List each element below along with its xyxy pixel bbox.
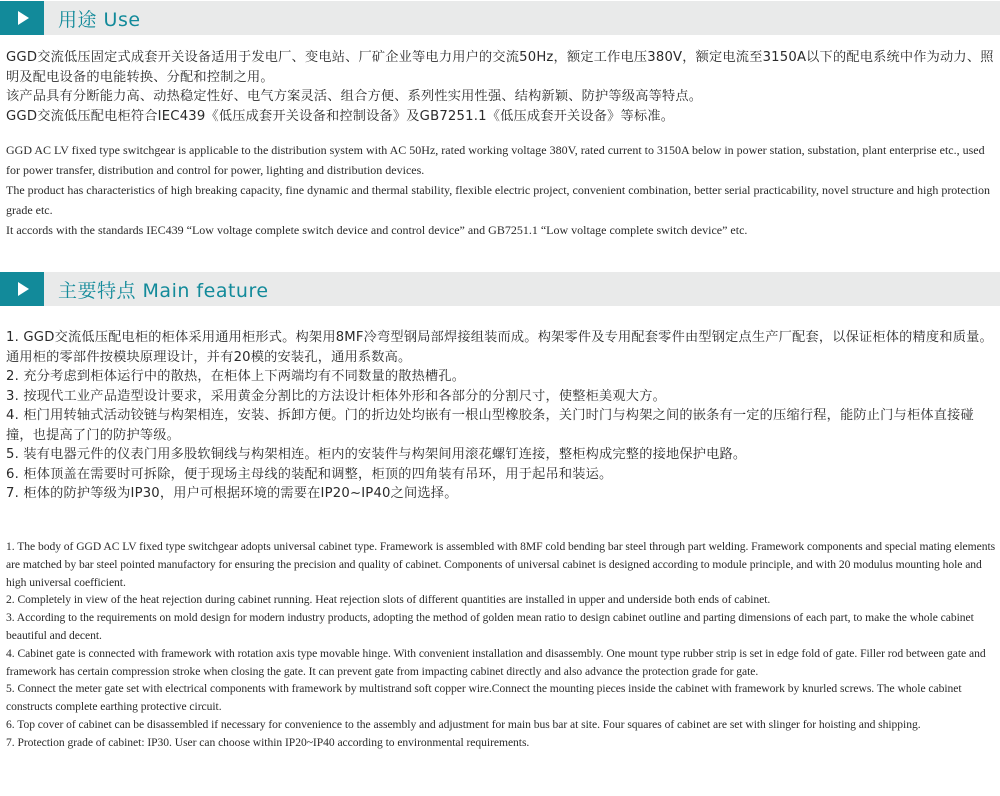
feature-en-item: 3. According to the requirements on mold design for modern industry products, adopting the method of golden mean ratio to design cabinet outline and parting dimensions of each part, to make the whole cabinet beautiful and decent.: [6, 611, 974, 642]
feature-en-item: 6. Top cover of cabinet can be disassembled if necessary for convenience to the assembly and adjustment for main bus bar at site. Four squares of cabinet are set with slinger for hoisting and shipping.: [6, 717, 921, 731]
use-en-paragraph: It accords with the standards IEC439 “Low voltage complete switch device and control device” and GB7251.1 “Low voltage complete switch device” etc.: [6, 223, 748, 237]
use-cn-text: [6, 48, 996, 126]
use-en-text: [6, 140, 996, 240]
use-section-header: [0, 1, 1000, 35]
feature-cn-list: [6, 328, 996, 504]
use-section-title: 用途 Use: [58, 8, 141, 31]
feature-en-item: 1. The body of GGD AC LV fixed type switchgear adopts universal cabinet type. Framework is assembled with 8MF cold bending bar steel through part welding. Framework components and special mating elements are matched by bar steel pointed manufactory for ensuring the precision and quality of cabinet. Components of universal cabinet is designed according to module principle, and with 20 modulus mounting hole and high universal coefficient.: [6, 540, 996, 589]
feature-cn-item: 3. 按现代工业产品造型设计要求，采用黄金分割比的方法设计柜体外形和各部分的分割尺寸，使整柜美观大方。: [6, 388, 666, 404]
play-arrow-icon: [0, 272, 44, 306]
feature-section-title: 主要特点 Main feature: [58, 279, 269, 302]
feature-en-list: [6, 538, 996, 752]
feature-en-item: 7. Protection grade of cabinet: IP30. User can choose within IP20~IP40 according to environmental requirements.: [6, 735, 530, 749]
use-cn-paragraph: 该产品具有分断能力高、动热稳定性好、电气方案灵活、组合方便、系列性实用性强、结构新颖、防护等级高等特点。: [6, 89, 703, 104]
feature-en-item: 5. Connect the meter gate set with electrical components with framework by multistrand soft copper wire.Connect the mounting pieces inside the cabinet with framework by knurled screws. The whole cabinet constructs complete earthing protective circuit.: [6, 682, 962, 714]
feature-cn-item: 7. 柜体的防护等级为IP30，用户可根据环境的需要在IP20~IP40之间选择。: [6, 486, 458, 501]
feature-cn-item: 5. 装有电器元件的仪表门用多股软铜线与构架相连。柜内的安装件与构架间用滚花螺钉连接，整柜构成完整的接地保护电路。: [6, 447, 747, 462]
feature-section-header: [0, 272, 1000, 306]
use-cn-paragraph: GGD交流低压配电柜符合IEC439《低压成套开关设备和控制设备》及GB7251.1《低压成套开关设备》等标准。: [6, 108, 675, 124]
feature-cn-item: 2. 充分考虑到柜体运行中的散热，在柜体上下两端均有不同数量的散热槽孔。: [6, 369, 466, 384]
feature-en-item: 4. Cabinet gate is connected with framework with rotation axis type movable hinge. With convenient installation and disassembly. One mount type rubber strip is set in edge fold of gate. Filler rod between gate and framework has certain compression stroke when closing the gate. It can prevent gate from impacting cabinet directly and also advance the protection grade for gate.: [6, 646, 986, 678]
feature-en-item: 2. Completely in view of the heat rejection during cabinet running. Heat rejection slots of different quantities are installed in upper and underside both ends of cabinet.: [6, 593, 771, 607]
feature-cn-item: 4. 柜门用转轴式活动铰链与构架相连，安装、拆卸方便。门的折边处均嵌有一根山型橡胶条，关门时门与构架之间的嵌条有一定的压缩行程，能防止门与柜体直接碰撞，也提高了门的防护等级。: [6, 408, 974, 443]
use-en-paragraph: The product has characteristics of high breaking capacity, fine dynamic and thermal stability, flexible electric project, convenient combination, better serial practicability, novel structure and high protection grade etc.: [6, 183, 990, 217]
feature-cn-item: 6. 柜体顶盖在需要时可拆除，便于现场主母线的装配和调整，柜顶的四角装有吊环，用于起吊和装运。: [6, 466, 613, 482]
feature-cn-item: 1. GGD交流低压配电柜的柜体采用通用柜形式。构架用8MF冷弯型钢局部焊接组装而成。构架零件及专用配套零件由型钢定点生产厂配套，以保证柜体的精度和质量。通用柜的零部件按模块原理设计，并有20模的安装孔，通用系数高。: [6, 330, 993, 365]
play-arrow-icon: [0, 1, 44, 35]
use-cn-paragraph: GGD交流低压固定式成套开关设备适用于发电厂、变电站、厂矿企业等电力用户的交流50Hz，额定工作电压380V，额定电流至3150A以下的配电系统中作为动力、照明及配电设备的电能转换、分配和控制之用。: [6, 50, 994, 85]
use-en-paragraph: GGD AC LV fixed type switchgear is applicable to the distribution system with AC 50Hz, rated working voltage 380V, rated current to 3150A below in power station, substation, plant enterprise etc., used for power transfer, distribution and control for power, lighting and distribution devices.: [6, 143, 985, 177]
